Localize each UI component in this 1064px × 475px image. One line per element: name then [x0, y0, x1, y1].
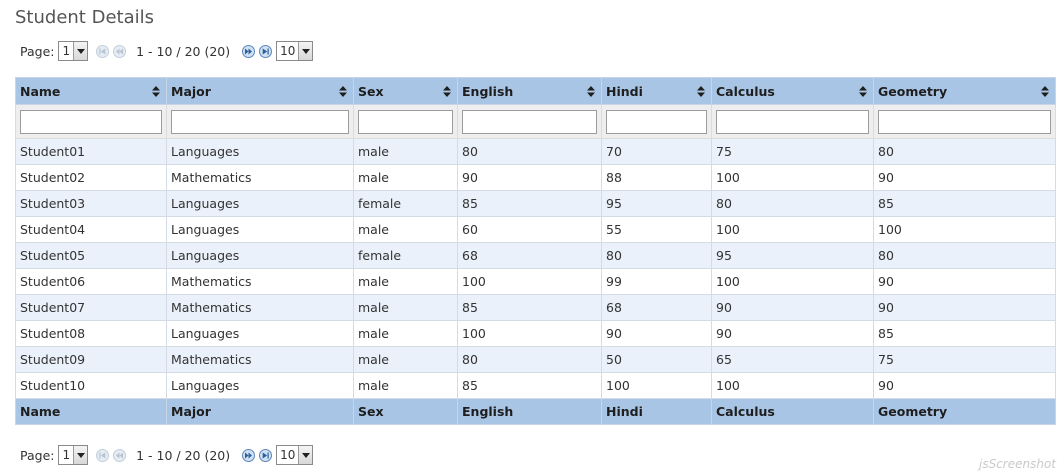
table-cell: 90 [874, 269, 1056, 295]
next-page-icon[interactable] [242, 45, 255, 58]
table-cell: 100 [712, 373, 874, 399]
previous-page-icon[interactable] [113, 45, 126, 58]
page-title: Student Details [15, 7, 154, 28]
table-cell: 85 [874, 321, 1056, 347]
column-header-label: Hindi [606, 83, 643, 99]
table-cell: 90 [602, 321, 712, 347]
filter-input-hindi[interactable] [606, 110, 707, 134]
table-cell: male [354, 139, 458, 165]
filter-cell [602, 105, 712, 139]
page-label: Page: [20, 43, 55, 59]
page-select[interactable] [58, 41, 88, 61]
table-cell: male [354, 295, 458, 321]
table-cell: Student08 [16, 321, 167, 347]
column-header-calculus[interactable] [712, 78, 874, 105]
table-cell: male [354, 217, 458, 243]
chevron-down-icon [298, 446, 312, 464]
table-row[interactable] [16, 321, 1056, 347]
filter-cell [16, 105, 167, 139]
table-cell: Languages [167, 321, 354, 347]
table-row[interactable] [16, 243, 1056, 269]
table-cell: Languages [167, 373, 354, 399]
table-cell: 80 [458, 347, 602, 373]
column-header-label: Major [171, 83, 211, 99]
table-cell: 99 [602, 269, 712, 295]
sort-icon[interactable] [152, 86, 160, 97]
column-footer-hindi: Hindi [602, 399, 712, 425]
table-cell: Student09 [16, 347, 167, 373]
page-size-select[interactable] [276, 41, 313, 61]
pager-top [20, 40, 313, 62]
sort-icon[interactable] [443, 86, 451, 97]
filter-input-name[interactable] [20, 110, 162, 134]
student-table [15, 77, 1056, 425]
page-select-value: 1 [62, 44, 71, 58]
table-cell: 85 [874, 191, 1056, 217]
page-select[interactable] [58, 445, 88, 465]
filter-input-english[interactable] [462, 110, 597, 134]
table-cell: 80 [874, 243, 1056, 269]
table-cell: 65 [712, 347, 874, 373]
table-cell: 85 [458, 373, 602, 399]
table-cell: 95 [602, 191, 712, 217]
column-header-sex[interactable] [354, 78, 458, 105]
table-row[interactable] [16, 165, 1056, 191]
column-header-label: Calculus [716, 83, 775, 99]
table-cell: 88 [602, 165, 712, 191]
next-page-icon[interactable] [242, 449, 255, 462]
table-row[interactable] [16, 191, 1056, 217]
table-cell: 90 [458, 165, 602, 191]
table-cell: 75 [874, 347, 1056, 373]
column-header-name[interactable] [16, 78, 167, 105]
page-select-value: 1 [62, 448, 71, 462]
first-page-icon[interactable] [96, 45, 109, 58]
last-page-icon[interactable] [259, 449, 272, 462]
table-cell: 90 [874, 295, 1056, 321]
filter-input-geometry[interactable] [878, 110, 1051, 134]
table-cell: 90 [874, 373, 1056, 399]
table-cell: male [354, 373, 458, 399]
table-cell: Mathematics [167, 295, 354, 321]
column-header-major[interactable] [167, 78, 354, 105]
column-header-label: English [462, 83, 514, 99]
previous-page-icon[interactable] [113, 449, 126, 462]
sort-icon[interactable] [339, 86, 347, 97]
table-row[interactable] [16, 217, 1056, 243]
filter-cell [874, 105, 1056, 139]
page-size-value: 10 [280, 44, 296, 58]
page-range-text: 1 - 10 / 20 (20) [136, 43, 231, 59]
sort-icon[interactable] [1041, 86, 1049, 97]
last-page-icon[interactable] [259, 45, 272, 58]
table-cell: 75 [712, 139, 874, 165]
column-header-label: Geometry [878, 83, 948, 99]
table-cell: 90 [712, 321, 874, 347]
table-cell: 90 [874, 165, 1056, 191]
table-row[interactable] [16, 295, 1056, 321]
watermark: jsScreenshot [978, 457, 1056, 471]
chevron-down-icon [73, 42, 87, 60]
column-header-label: Name [20, 83, 61, 99]
table-cell: Languages [167, 191, 354, 217]
sort-icon[interactable] [587, 86, 595, 97]
table-cell: Languages [167, 243, 354, 269]
table-cell: 80 [458, 139, 602, 165]
first-page-icon[interactable] [96, 449, 109, 462]
table-cell: 90 [712, 295, 874, 321]
column-footer-name: Name [16, 399, 167, 425]
filter-cell [354, 105, 458, 139]
column-footer-geometry: Geometry [874, 399, 1056, 425]
table-cell: Student02 [16, 165, 167, 191]
table-cell: Student06 [16, 269, 167, 295]
table-cell: 68 [458, 243, 602, 269]
table-cell: 80 [602, 243, 712, 269]
page-label: Page: [20, 447, 55, 463]
table-cell: Student07 [16, 295, 167, 321]
table-cell: Student04 [16, 217, 167, 243]
table-cell: 100 [602, 373, 712, 399]
table-cell: 100 [458, 269, 602, 295]
table-cell: Student01 [16, 139, 167, 165]
table-cell: 70 [602, 139, 712, 165]
table-cell: 85 [458, 295, 602, 321]
sort-icon[interactable] [859, 86, 867, 97]
table-cell: 50 [602, 347, 712, 373]
column-header-english[interactable] [458, 78, 602, 105]
table-cell: 100 [874, 217, 1056, 243]
page-size-value: 10 [280, 448, 296, 462]
table-row[interactable] [16, 269, 1056, 295]
table-cell: 100 [712, 165, 874, 191]
table-row[interactable] [16, 373, 1056, 399]
column-footer-major: Major [167, 399, 354, 425]
table-cell: 95 [712, 243, 874, 269]
table-cell: male [354, 347, 458, 373]
column-header-label: Sex [358, 83, 384, 99]
column-header-geometry[interactable] [874, 78, 1056, 105]
table-cell: 100 [712, 269, 874, 295]
column-footer-sex: Sex [354, 399, 458, 425]
table-cell: female [354, 243, 458, 269]
filter-cell [458, 105, 602, 139]
table-cell: Languages [167, 217, 354, 243]
table-cell: male [354, 165, 458, 191]
table-cell: Student05 [16, 243, 167, 269]
table-cell: 68 [602, 295, 712, 321]
table-cell: 100 [458, 321, 602, 347]
column-footer-english: English [458, 399, 602, 425]
filter-input-calculus[interactable] [716, 110, 869, 134]
table-cell: 80 [874, 139, 1056, 165]
column-footer-calculus: Calculus [712, 399, 874, 425]
filter-input-major[interactable] [171, 110, 349, 134]
page-size-select[interactable] [276, 445, 313, 465]
table-cell: Student10 [16, 373, 167, 399]
table-cell: 55 [602, 217, 712, 243]
table-cell: Languages [167, 139, 354, 165]
chevron-down-icon [73, 446, 87, 464]
sort-icon[interactable] [697, 86, 705, 97]
table-cell: 60 [458, 217, 602, 243]
table-cell: male [354, 269, 458, 295]
table-cell: Mathematics [167, 165, 354, 191]
table-cell: 80 [712, 191, 874, 217]
table-row[interactable] [16, 347, 1056, 373]
filter-cell [167, 105, 354, 139]
table-cell: Mathematics [167, 269, 354, 295]
filter-input-sex[interactable] [358, 110, 453, 134]
pager-bottom [20, 444, 313, 466]
table-cell: 100 [712, 217, 874, 243]
filter-cell [712, 105, 874, 139]
page-range-text: 1 - 10 / 20 (20) [136, 447, 231, 463]
table-row[interactable] [16, 139, 1056, 165]
column-header-hindi[interactable] [602, 78, 712, 105]
table-cell: male [354, 321, 458, 347]
table-cell: female [354, 191, 458, 217]
chevron-down-icon [298, 42, 312, 60]
table-cell: Student03 [16, 191, 167, 217]
table-cell: 85 [458, 191, 602, 217]
table-cell: Mathematics [167, 347, 354, 373]
